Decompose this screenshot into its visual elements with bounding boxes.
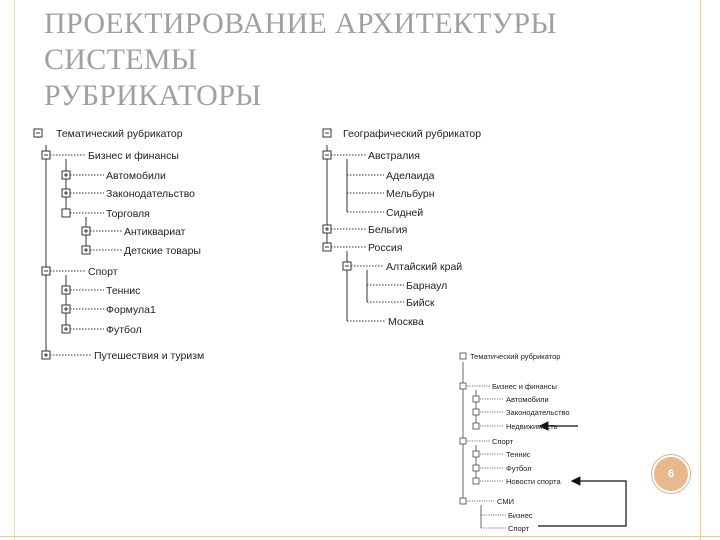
thematic-football-label: Футбол (106, 324, 142, 336)
small-root-label: Тематический рубрикатор (470, 352, 561, 361)
thematic-antiques-label: Антиквариат (124, 226, 186, 238)
geo-sydney-label: Сидней (386, 207, 424, 219)
thematic-business-label: Бизнес и финансы (88, 150, 179, 162)
slide-title-line-1: ПРОЕКТИРОВАНИЕ АРХИТЕКТУРЫ (44, 7, 557, 40)
geo-altai-label: Алтайский край (386, 261, 463, 273)
geo-australia-label: Австралия (368, 150, 420, 162)
geo-belgium-label: Бельгия (368, 224, 408, 236)
thematic-trade-label: Торговля (106, 208, 150, 220)
page-number-badge: 6 (652, 455, 690, 493)
small-autos-label: Автомобили (506, 395, 549, 404)
small-sport-news-label: Новости спорта (506, 477, 561, 486)
thematic-autos-label: Автомобили (106, 170, 166, 182)
geo-russia-label: Россия (368, 242, 403, 254)
thematic-root-label: Тематический рубрикатор (56, 128, 183, 140)
slide-title-line-2: СИСТЕМЫ (44, 43, 198, 76)
geo-root-label: Географический рубрикатор (343, 128, 482, 140)
thematic-kids-goods-label: Детские товары (124, 245, 201, 257)
small-tree-arrows (538, 426, 626, 526)
small-sport-label: Спорт (492, 437, 514, 446)
small-football-label: Футбол (506, 464, 532, 473)
slide-title-line-3: РУБРИКАТОРЫ (44, 79, 262, 112)
geo-moscow-label: Москва (388, 316, 424, 328)
small-realty-label: Недвижимость (506, 422, 558, 431)
small-smi-label: СМИ (497, 497, 514, 506)
geo-melbourne-label: Мельбурн (386, 188, 435, 200)
thematic-formula1-label: Формула1 (106, 304, 156, 316)
small-smi-business-label: Бизнес (508, 511, 533, 520)
small-tennis-label: Теннис (506, 450, 531, 459)
thematic-tennis-label: Теннис (106, 285, 141, 297)
thematic-travel-label: Путешествия и туризм (94, 350, 205, 362)
small-smi-sport-label: Спорт (508, 524, 530, 533)
small-business-label: Бизнес и финансы (492, 382, 557, 391)
geo-adelaide-label: Аделаида (386, 170, 435, 182)
thematic-law-label: Законодательство (106, 188, 196, 200)
thematic-sport-label: Спорт (88, 266, 118, 278)
small-law-label: Законодательство (506, 408, 570, 417)
geo-biysk-label: Бийск (406, 297, 435, 309)
geo-barnaul-label: Барнаул (406, 280, 448, 292)
